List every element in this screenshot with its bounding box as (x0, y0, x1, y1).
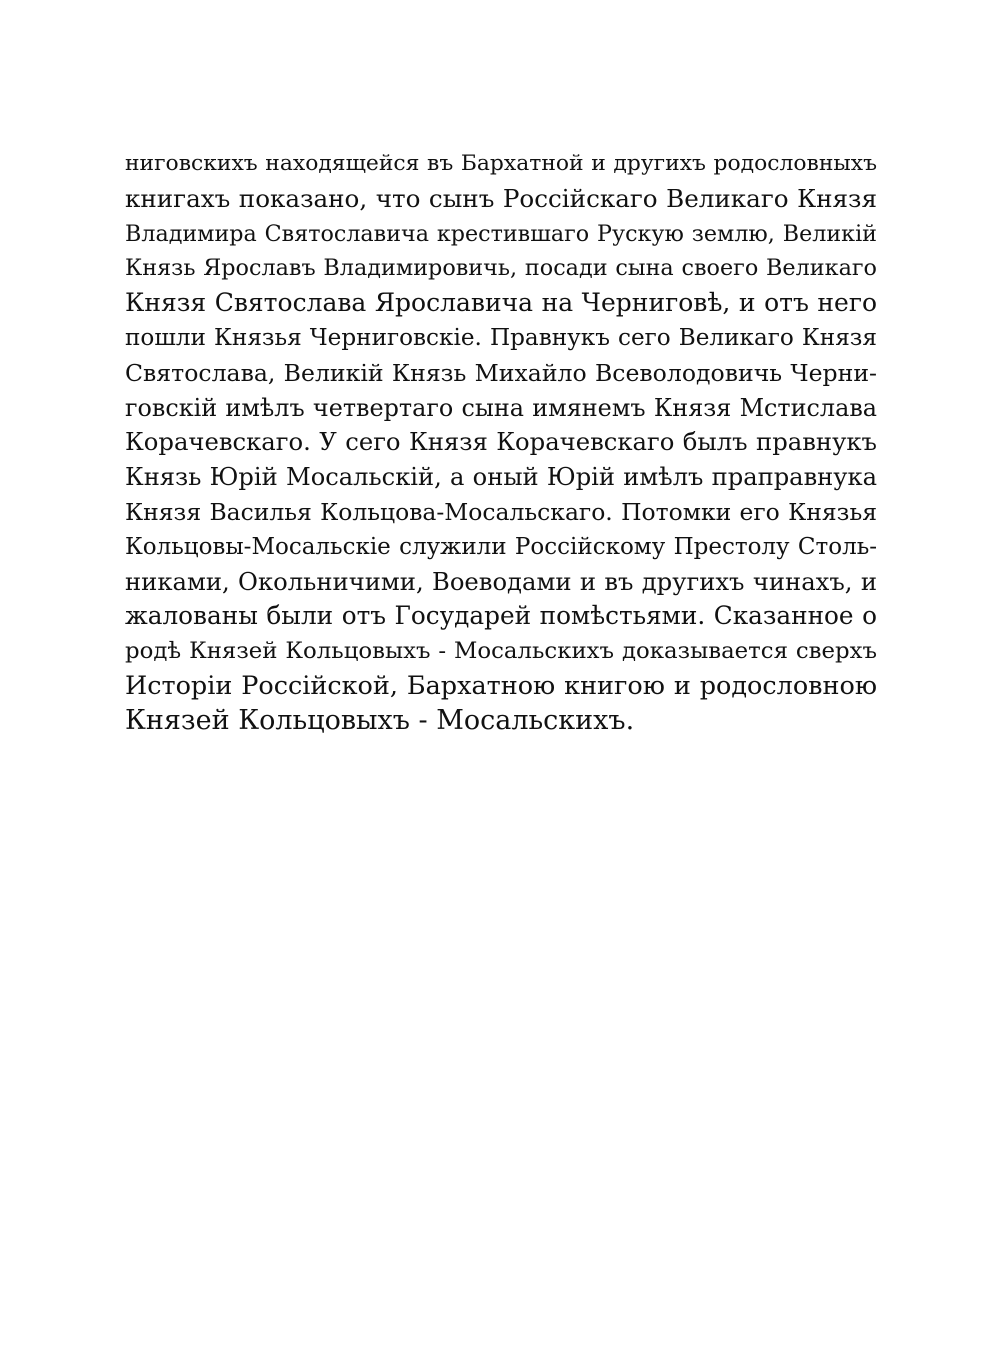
text-line: Князь Ярославъ Владимировичь, посади сына своего Великаго (125, 255, 877, 282)
text-line: ниговскихъ находящейся въ Бархатной и другихъ родословныхъ (125, 151, 877, 176)
text-line: Князь Юрій Мосальскій, а оный Юрій имѣлъ праправнука (125, 463, 877, 492)
text-line: пошли Князья Черниговскіе. Правнукъ сего Великаго Князя (125, 324, 877, 351)
text-line: книгахъ показано, что сынъ Россійскаго Великаго Князя (125, 183, 877, 213)
text-line: никами, Окольничими, Воеводами и въ другихъ чинахъ, и (125, 566, 877, 596)
text-line-last: Князей Кольцовыхъ - Мосальскихъ. (125, 704, 635, 736)
text-line: Корачевскаго. У сего Князя Корачевскаго былъ правнукъ (125, 427, 877, 457)
text-line: говскій имѣлъ четвертаго сына имянемъ Князя Мстислава (125, 393, 877, 422)
body-paragraph (125, 147, 877, 739)
text-line: Святослава, Великій Князь Михайло Всеволодовичь Черни- (125, 358, 877, 387)
text-line: Исторіи Россійской, Бархатною книгою и родословною (125, 670, 877, 701)
text-line: Князя Василья Кольцова-Мосальскаго. Потомки его Князья (125, 497, 877, 526)
text-line: Князя Святослава Ярославича на Черниговѣ, и отъ него (125, 288, 877, 318)
text-line: родѣ Князей Кольцовыхъ - Мосальскихъ доказывается сверхъ (125, 638, 877, 665)
text-line: жалованы были отъ Государей помѣстьями. Сказанное о (125, 601, 877, 631)
text-line: Кольцовы-Мосальскіе служили Россійскому Престолу Столь- (125, 533, 877, 560)
text-line: Владимира Святославича крестившаго Рускую землю, Великій (125, 220, 877, 247)
